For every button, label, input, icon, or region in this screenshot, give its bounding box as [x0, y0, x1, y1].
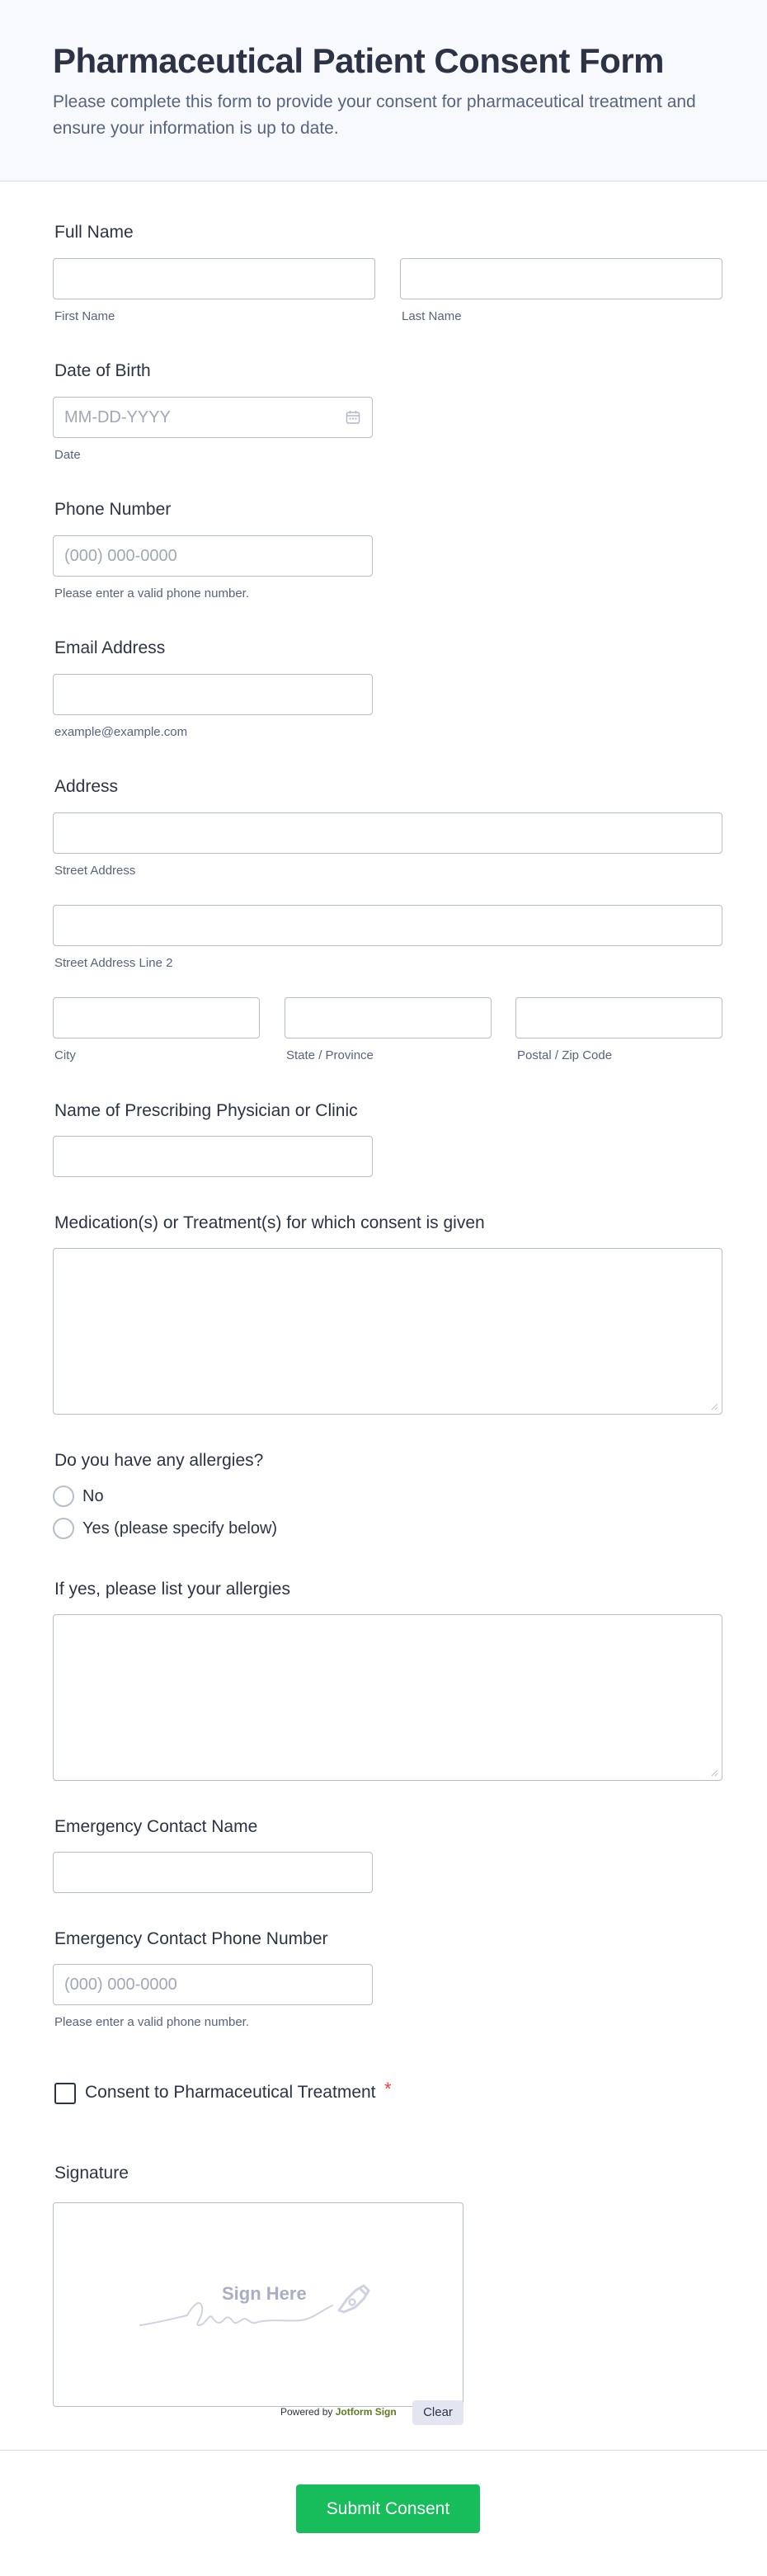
street-address-2-sublabel: Street Address Line 2: [54, 956, 173, 970]
emergency-name-input[interactable]: [53, 1852, 373, 1893]
radio-yes-label[interactable]: Yes (please specify below): [82, 1519, 278, 1538]
consent-label[interactable]: Consent to Pharmaceutical Treatment: [85, 2083, 376, 2102]
form-header: [0, 0, 767, 181]
form-subtitle: Please complete this form to provide your consent for pharmaceutical treatment and ensure your information is up to date.: [53, 92, 696, 138]
medication-label: Medication(s) or Treatment(s) for which consent is given: [54, 1213, 485, 1232]
dob-sublabel: Date: [54, 448, 81, 462]
state-input[interactable]: [285, 997, 492, 1038]
address-label: Address: [54, 777, 119, 796]
emergency-phone-input[interactable]: [53, 1964, 373, 2005]
powered-prefix: Powered by: [280, 2406, 333, 2418]
phone-sublabel: Please enter a valid phone number.: [54, 586, 249, 600]
first-name-input[interactable]: [53, 258, 375, 299]
allergy-list-textarea[interactable]: [53, 1614, 722, 1781]
state-sublabel: State / Province: [286, 1048, 374, 1062]
dob-label: Date of Birth: [54, 361, 151, 380]
dob-input[interactable]: [53, 397, 373, 438]
signature-pad[interactable]: [53, 2202, 463, 2407]
city-sublabel: City: [54, 1048, 76, 1062]
clear-signature-button[interactable]: Clear: [412, 2400, 463, 2425]
calendar-icon[interactable]: [346, 410, 360, 425]
street-address-sublabel: Street Address: [54, 864, 136, 878]
emergency-phone-sublabel: Please enter a valid phone number.: [54, 2015, 249, 2029]
email-input[interactable]: [53, 674, 373, 715]
first-name-sublabel: First Name: [54, 309, 115, 323]
emergency-phone-placeholder: (000) 000-0000: [64, 1976, 177, 1994]
full-name-label: Full Name: [54, 223, 134, 242]
zip-sublabel: Postal / Zip Code: [517, 1048, 613, 1062]
resize-handle-icon[interactable]: [710, 1402, 718, 1410]
consent-checkbox[interactable]: [54, 2083, 76, 2104]
email-sublabel: example@example.com: [54, 725, 188, 739]
medication-textarea[interactable]: [53, 1248, 722, 1415]
submit-button[interactable]: Submit Consent: [296, 2484, 480, 2533]
city-input[interactable]: [53, 997, 260, 1038]
footer-divider: [0, 2450, 767, 2451]
form-title: Pharmaceutical Patient Consent Form: [53, 41, 665, 80]
last-name-sublabel: Last Name: [402, 309, 462, 323]
powered-brand[interactable]: Jotform Sign: [335, 2406, 397, 2418]
physician-label: Name of Prescribing Physician or Clinic: [54, 1101, 358, 1120]
last-name-input[interactable]: [400, 258, 722, 299]
resize-handle-icon[interactable]: [710, 1768, 718, 1777]
radio-no[interactable]: [53, 1486, 74, 1507]
required-asterisk: *: [384, 2079, 392, 2099]
dob-placeholder: MM-DD-YYYY: [64, 408, 171, 426]
street-address-2-input[interactable]: [53, 905, 722, 946]
email-label: Email Address: [54, 638, 166, 657]
sign-here-prompt: Sign Here: [222, 2283, 307, 2304]
phone-label: Phone Number: [54, 500, 172, 519]
pen-icon: [334, 2279, 374, 2315]
radio-yes[interactable]: [53, 1518, 74, 1539]
signature-label: Signature: [54, 2164, 129, 2183]
emergency-name-label: Emergency Contact Name: [54, 1817, 258, 1836]
allergies-label: Do you have any allergies?: [54, 1451, 264, 1470]
street-address-input[interactable]: [53, 812, 722, 854]
phone-placeholder: (000) 000-0000: [64, 547, 177, 565]
physician-input[interactable]: [53, 1136, 373, 1177]
allergy-list-label: If yes, please list your allergies: [54, 1580, 290, 1599]
radio-no-label[interactable]: No: [82, 1487, 104, 1505]
zip-input[interactable]: [515, 997, 722, 1038]
phone-input[interactable]: [53, 535, 373, 577]
emergency-phone-label: Emergency Contact Phone Number: [54, 1929, 328, 1948]
powered-by: [280, 2406, 397, 2418]
